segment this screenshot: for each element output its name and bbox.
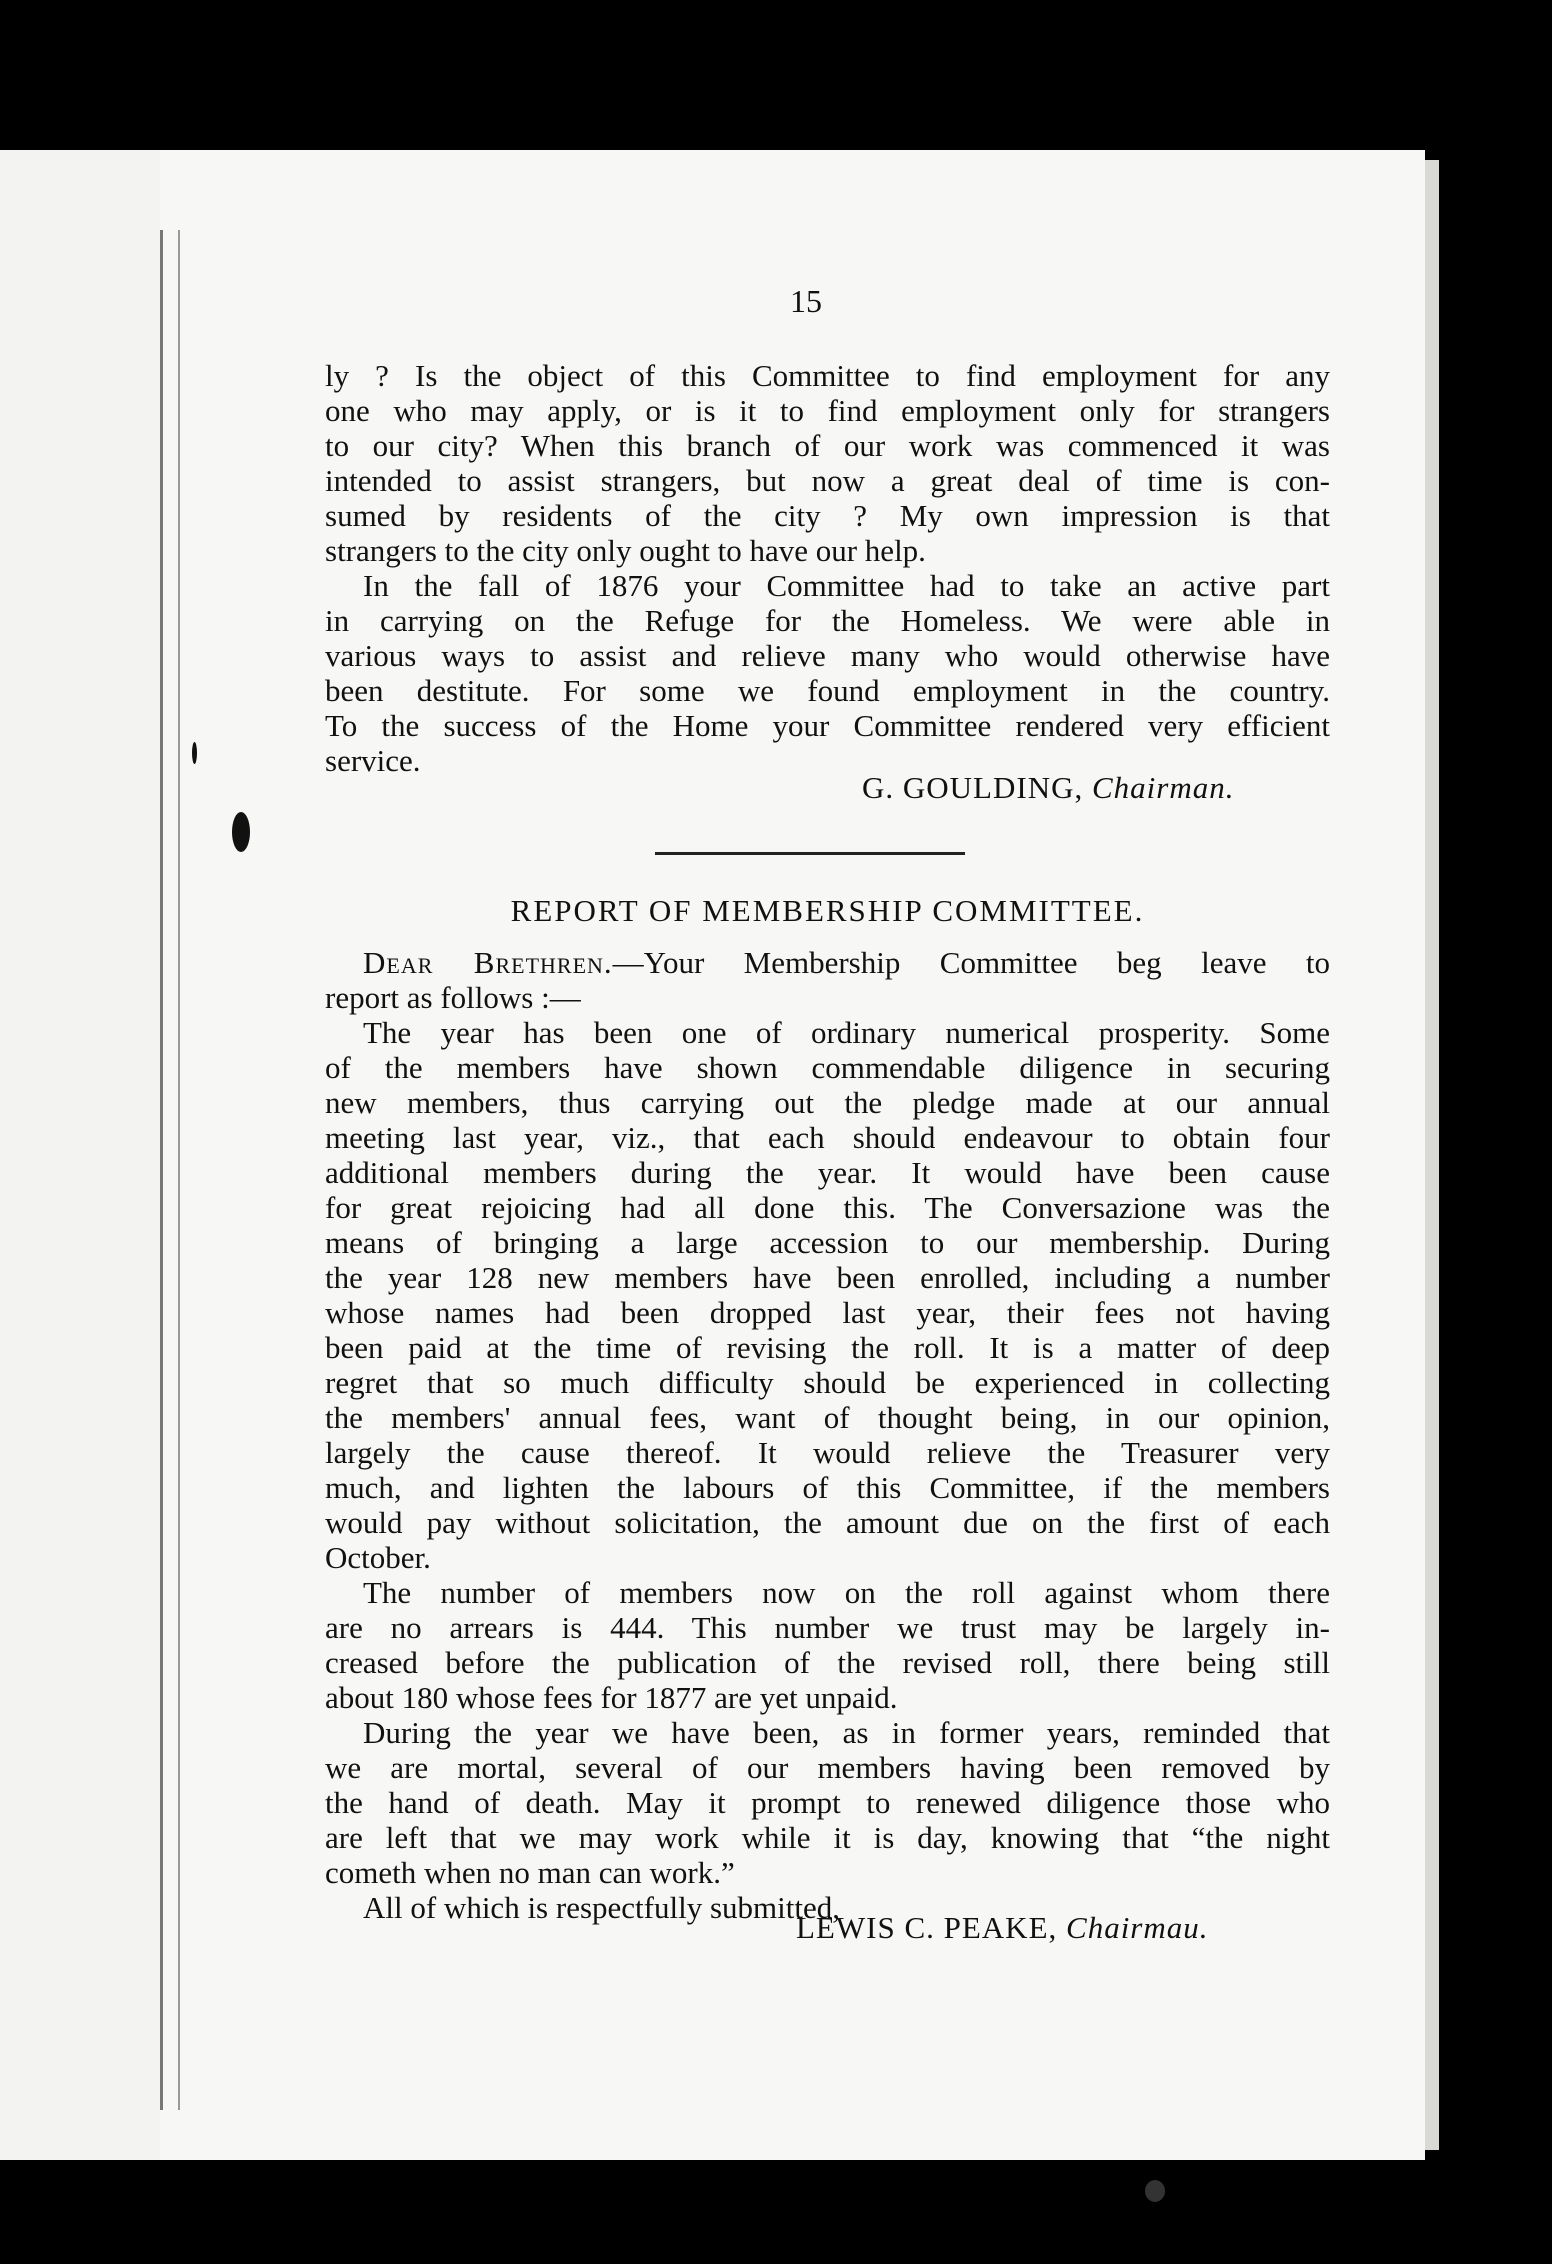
left-page-margin [0, 150, 160, 2160]
text-line: The number of members now on the roll against whom there [363, 1575, 1330, 1610]
text-line: the hand of death. May it prompt to renewed diligence those who [325, 1785, 1330, 1820]
ink-blot [232, 812, 250, 852]
text-line: the year 128 new members have been enrolled, including a number [325, 1260, 1330, 1295]
text-line: been destitute. For some we found employment in the country. [325, 673, 1330, 708]
text-line: much, and lighten the labours of this Committee, if the members [325, 1470, 1330, 1505]
text-line: meeting last year, viz., that each should endeavour to obtain four [325, 1120, 1330, 1155]
text-line: In the fall of 1876 your Committee had to take an active part [363, 568, 1330, 603]
text-line: additional members during the year. It would have been cause [325, 1155, 1330, 1190]
signature-name: G. GOULDING, [862, 770, 1084, 805]
text-line: one who may apply, or is it to find employment only for strangers [325, 393, 1330, 428]
text-line: various ways to assist and relieve many who would otherwise have [325, 638, 1330, 673]
ink-mark [192, 742, 197, 764]
text-line: of the members have shown commendable diligence in securing [325, 1050, 1330, 1085]
salutation: Dear Brethren. [363, 945, 613, 980]
text-line: sumed by residents of the city ? My own impression is that [325, 498, 1330, 533]
text-line: To the success of the Home your Committee rendered very efficient [325, 708, 1330, 743]
text-line: to our city? When this branch of our work was commenced it was [325, 428, 1330, 463]
signature-goulding [862, 770, 1234, 806]
text-line: report as follows :— [325, 980, 581, 1015]
text-line: are left that we may work while it is day, knowing that “the night [325, 1820, 1330, 1855]
signature-role: Chairmau. [1066, 1910, 1209, 1945]
text-line [325, 945, 1330, 980]
text-line: whose names had been dropped last year, their fees not having [325, 1295, 1330, 1330]
page-edge [1425, 160, 1439, 2150]
text-line: creased before the publication of the revised roll, there being still [325, 1645, 1330, 1680]
text-line: been paid at the time of revising the roll. It is a matter of deep [325, 1330, 1330, 1365]
section-divider [655, 852, 965, 855]
ink-mark [1145, 2180, 1165, 2202]
text-line: are no arrears is 444. This number we trust may be largely in- [325, 1610, 1330, 1645]
signature-name: LEWIS C. PEAKE, [796, 1910, 1058, 1945]
binding-line [160, 230, 163, 2110]
binding-line [178, 230, 180, 2110]
text-line: would pay without solicitation, the amount due on the first of each [325, 1505, 1330, 1540]
section-heading: REPORT OF MEMBERSHIP COMMITTEE. [510, 893, 1145, 928]
section-two-text [325, 945, 1330, 1925]
text-line: largely the cause thereof. It would relieve the Treasurer very [325, 1435, 1330, 1470]
text-line: the members' annual fees, want of thought being, in our opinion, [325, 1400, 1330, 1435]
text-line: ly ? Is the object of this Committee to find employment for any [325, 358, 1330, 393]
text-line: During the year we have been, as in former years, reminded that [363, 1715, 1330, 1750]
text-line: All of which is respectfully submitted, [363, 1890, 840, 1925]
text-line: intended to assist strangers, but now a great deal of time is con- [325, 463, 1330, 498]
text-line: service. [325, 743, 421, 778]
text-line: The year has been one of ordinary numerical prosperity. Some [363, 1015, 1330, 1050]
text-line: in carrying on the Refuge for the Homeless. We were able in [325, 603, 1330, 638]
page-number: 15 [790, 283, 822, 319]
text-line: about 180 whose fees for 1877 are yet unpaid. [325, 1680, 898, 1715]
signature-role: Chairman. [1091, 770, 1235, 805]
salutation-rest: —Your Membership Committee beg leave to [612, 945, 1330, 980]
text-line: for great rejoicing had all done this. The Conversazione was the [325, 1190, 1330, 1225]
text-line: new members, thus carrying out the pledge made at our annual [325, 1085, 1330, 1120]
text-line: we are mortal, several of our members having been removed by [325, 1750, 1330, 1785]
text-line: cometh when no man can work.” [325, 1855, 735, 1890]
signature-peake [796, 1910, 1209, 1946]
text-line: strangers to the city only ought to have our help. [325, 533, 926, 568]
text-line: October. [325, 1540, 431, 1575]
section-one-text [325, 358, 1330, 778]
text-line: regret that so much difficulty should be experienced in collecting [325, 1365, 1330, 1400]
text-line: means of bringing a large accession to our membership. During [325, 1225, 1330, 1260]
